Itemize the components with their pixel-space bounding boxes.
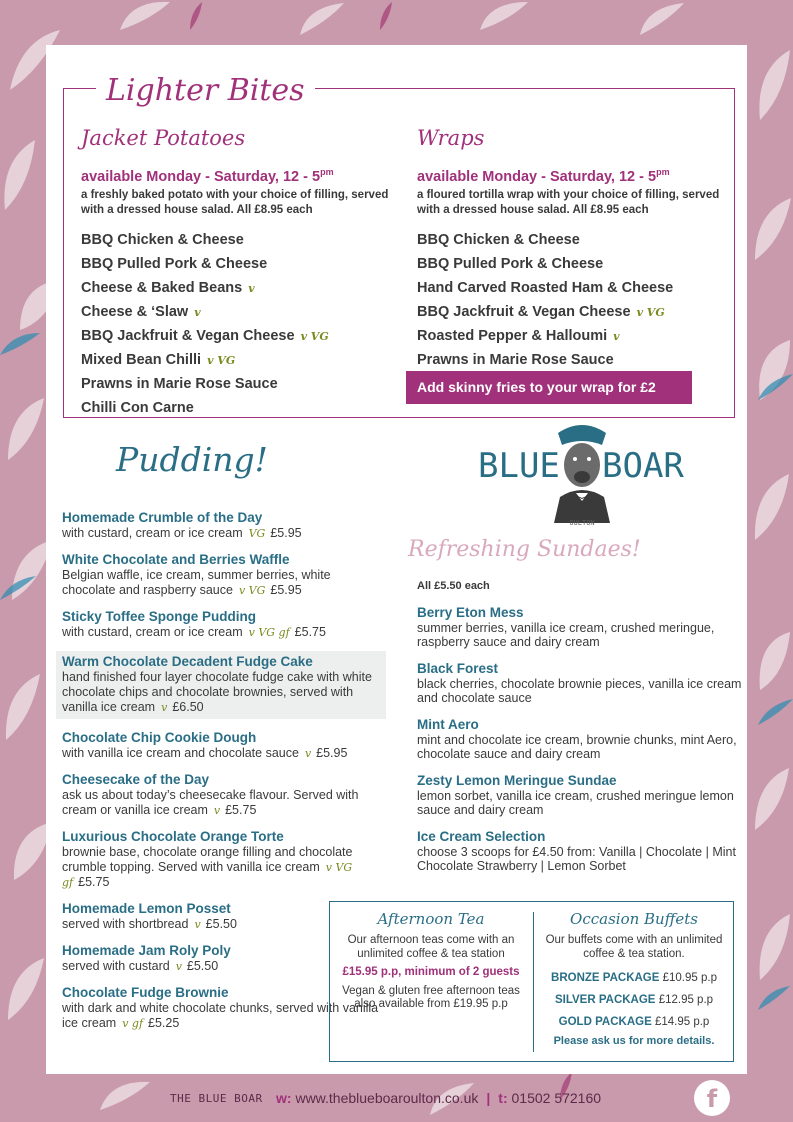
sundae-item: Berry Eton Mess summer berries, vanilla ice cream, crushed meringue, raspberry sauce and dairy cream bbox=[417, 605, 715, 649]
pudding-item: Luxurious Chocolate Orange Torte brownie base, chocolate orange filling and chocolate crumble topping. Served with vanilla ice cream v VG gf £5.75 bbox=[62, 829, 353, 889]
footer bbox=[0, 1087, 793, 1111]
afternoon-tea-section bbox=[336, 910, 526, 1012]
menu-item: Mixed Bean Chilli v VG bbox=[81, 351, 236, 368]
pudding-title: Pudding! bbox=[116, 440, 268, 479]
sundae-item: Zesty Lemon Meringue Sundae lemon sorbet, vanilla ice cream, crushed meringue lemon sauce and dairy cream bbox=[417, 773, 734, 817]
pudding-item: Homemade Jam Roly Poly served with custard v £5.50 bbox=[62, 943, 231, 973]
afternoon-tea-text: Our afternoon teas come with an unlimited coffee & tea station bbox=[347, 934, 515, 960]
occasion-buffets-title: Occasion Buffets bbox=[570, 910, 698, 928]
sundae-item: Mint Aero mint and chocolate ice cream, brownie chunks, mint Aero, chocolate sauce and dairy cream bbox=[417, 717, 737, 761]
telephone-link[interactable]: 01502 572160 bbox=[511, 1090, 602, 1106]
pudding-item: Chocolate Chip Cookie Dough with vanilla ice cream and chocolate sauce v £5.95 bbox=[62, 730, 348, 760]
skinny-fries-banner: Add skinny fries to your wrap for £2 bbox=[406, 371, 692, 404]
menu-item: Roasted Pepper & Halloumi v bbox=[417, 327, 620, 344]
menu-item: BBQ Chicken & Cheese bbox=[417, 231, 580, 248]
dietary-tag: v bbox=[248, 281, 255, 295]
pudding-item: Sticky Toffee Sponge Pudding with custard, cream or ice cream v VG gf £5.75 bbox=[62, 609, 326, 639]
wraps-title: Wraps bbox=[417, 126, 485, 150]
dietary-tag: v bbox=[613, 329, 620, 343]
menu-item: BBQ Jackfruit & Vegan Cheese v VG bbox=[417, 303, 665, 320]
menu-item: Prawns in Marie Rose Sauce bbox=[81, 375, 278, 392]
facebook-icon[interactable]: f bbox=[694, 1080, 730, 1116]
dietary-tag: v VG bbox=[300, 329, 329, 343]
pudding-item: White Chocolate and Berries Waffle Belgian waffle, ice cream, summer berries, white chocolate and raspberry sauce v VG £5.95 bbox=[62, 552, 331, 597]
footer-brand: THE BLUE BOAR bbox=[170, 1092, 263, 1105]
sundae-item: Black Forest black cherries, chocolate brownie pieces, vanilla ice cream and chocolate sauce bbox=[417, 661, 742, 705]
jacket-items-list bbox=[81, 228, 401, 420]
menu-item: Prawns in Marie Rose Sauce bbox=[417, 351, 614, 368]
wraps-items-list bbox=[417, 228, 737, 372]
afternoon-tea-price: £15.95 p.p, minimum of 2 guests bbox=[342, 966, 520, 978]
sundaes-list bbox=[417, 605, 742, 885]
menu-item: BBQ Jackfruit & Vegan Cheese v VG bbox=[81, 327, 329, 344]
logo-word-boar: BOAR bbox=[602, 446, 684, 486]
lighter-bites-title: Lighter Bites bbox=[96, 73, 315, 109]
logo-sub: OULTON bbox=[569, 519, 595, 527]
pudding-item: Chocolate Fudge Brownie with dark and white chocolate chunks, served with vanilla ice cream v gf £5.25 bbox=[62, 985, 379, 1030]
package-bronze: BRONZE PACKAGE £10.95 p.p bbox=[551, 972, 717, 984]
pudding-item: Homemade Lemon Posset served with shortbread v £5.50 bbox=[62, 901, 237, 931]
occasion-buffets-section bbox=[539, 910, 729, 1047]
footer-contact: w: www.theblueboaroulton.co.uk | t: 01502 572160 bbox=[276, 1090, 602, 1106]
logo-word-blue: BLUE bbox=[478, 446, 560, 486]
jacket-description: a freshly baked potato with your choice of filling, served with a dressed house salad. All £8.95 each bbox=[81, 188, 389, 216]
sundaes-title: Refreshing Sundaes! bbox=[408, 537, 641, 562]
wraps-availability: available Monday - Saturday, $12 - 5^{pm}$ bbox=[417, 167, 670, 185]
pudding-item: Cheesecake of the Day ask us about today’s cheesecake flavour. Served with cream or vanilla ice cream v £5.75 bbox=[62, 772, 359, 817]
wraps-description: a floured tortilla wrap with your choice of filling, served with a dressed house salad. All £8.95 each bbox=[417, 188, 720, 216]
sundae-item: Ice Cream Selection choose 3 scoops for £4.50 from: Vanilla | Chocolate | Mint Chocolate Strawberry | Lemon Sorbet bbox=[417, 829, 736, 873]
website-link[interactable]: www.theblueboaroulton.co.uk bbox=[295, 1090, 479, 1106]
dietary-tag: v bbox=[194, 305, 201, 319]
pudding-item: Homemade Crumble of the Day with custard, cream or ice cream VG £5.95 bbox=[62, 510, 302, 540]
blue-boar-logo bbox=[478, 413, 686, 531]
jacket-potatoes-title: Jacket Potatoes bbox=[81, 126, 246, 150]
menu-item: Hand Carved Roasted Ham & Cheese bbox=[417, 279, 674, 296]
jacket-potatoes-section bbox=[81, 125, 401, 420]
package-silver: SILVER PACKAGE £12.95 p.p bbox=[554, 994, 714, 1006]
dietary-tag: v VG bbox=[207, 353, 236, 367]
afternoon-tea-vegan-text: Vegan & gluten free afternoon teas also available from £19.95 p.p bbox=[342, 984, 520, 1010]
buffets-ask-text: Please ask us for more details. bbox=[553, 1035, 715, 1047]
tea-buffets-box bbox=[329, 901, 734, 1062]
pudding-item-highlighted: Warm Chocolate Decadent Fudge Cake hand finished four layer chocolate fudge cake with white chocolate chips and chocolate brownies, served with vanilla ice cream v £6.50 bbox=[56, 651, 386, 719]
section-divider bbox=[533, 912, 534, 1052]
menu-item: BBQ Chicken & Cheese bbox=[81, 231, 244, 248]
menu-item: BBQ Pulled Pork & Cheese bbox=[417, 255, 604, 272]
menu-item: Cheese & ‘Slaw v bbox=[81, 303, 201, 320]
menu-item: Cheese & Baked Beans v bbox=[81, 279, 255, 296]
menu-item: BBQ Pulled Pork & Cheese bbox=[81, 255, 268, 272]
jacket-availability: available Monday - Saturday, $12 - 5^{pm}$ bbox=[81, 167, 334, 185]
sundaes-price-note: All £5.50 each bbox=[417, 580, 490, 592]
dietary-tag: v VG bbox=[636, 305, 665, 319]
afternoon-tea-title: Afternoon Tea bbox=[377, 910, 485, 928]
wraps-section bbox=[417, 125, 737, 372]
menu-page bbox=[46, 45, 747, 1074]
menu-item: Chilli Con Carne bbox=[81, 399, 194, 416]
buffets-text: Our buffets come with an unlimited coffee & tea station. bbox=[545, 934, 723, 960]
package-gold: GOLD PACKAGE £14.95 p.p bbox=[558, 1016, 710, 1028]
